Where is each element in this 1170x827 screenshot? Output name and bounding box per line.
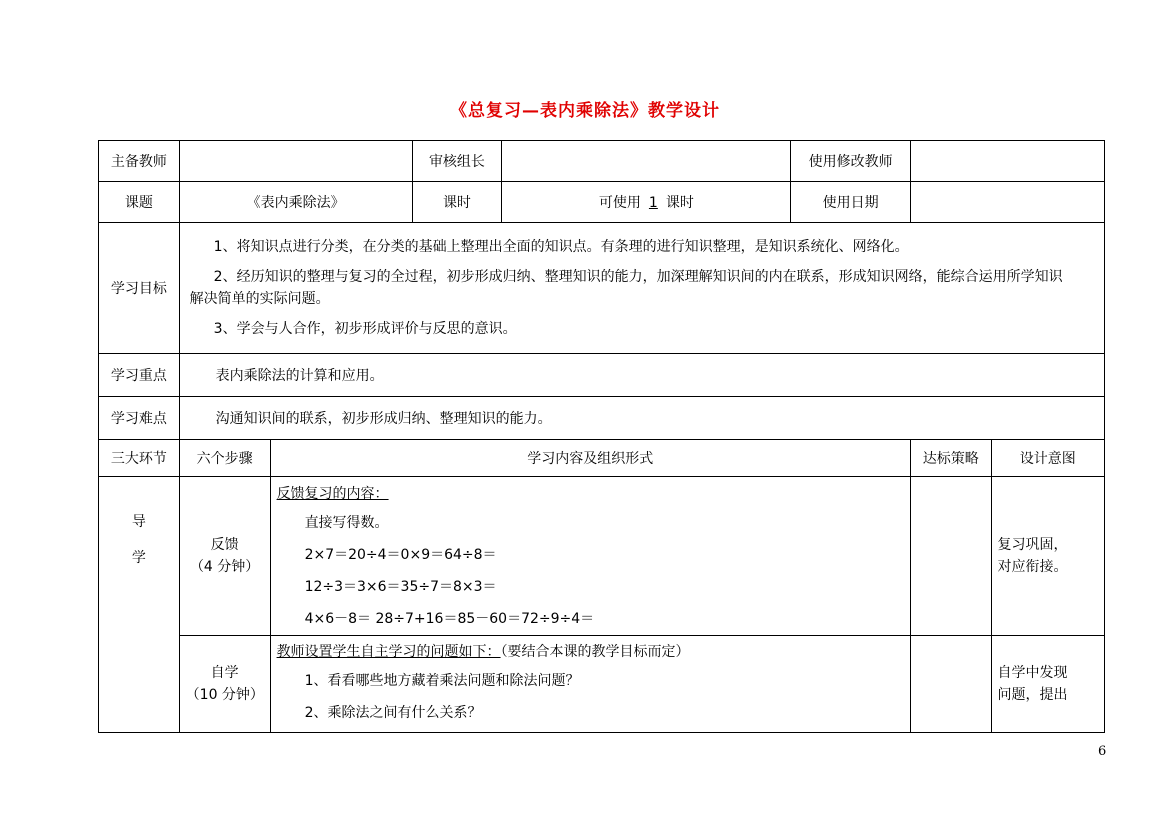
step-name: 反馈 [210, 537, 239, 553]
lead-teacher-label: 主备教师 [99, 141, 180, 182]
step-row-feedback [99, 477, 1105, 636]
modifier-value [910, 141, 1104, 182]
column-header: 六个步骤 [179, 440, 270, 477]
modifier-label: 使用修改教师 [791, 141, 910, 182]
step-strategy [910, 636, 991, 733]
stage-char: 学 [131, 549, 146, 566]
intent-line: 自学中发现 [997, 665, 1068, 681]
step-line: 1、看看哪些地方藏着乘法问题和除法问题？ [304, 673, 580, 689]
goals-row [99, 223, 1105, 354]
topic-label: 课题 [99, 182, 180, 223]
header-row [99, 141, 1105, 182]
goals-label: 学习目标 [99, 223, 180, 354]
intent-line: 问题，提出 [997, 687, 1068, 703]
date-label: 使用日期 [791, 182, 910, 223]
step-heading: 反馈复习的内容： [276, 486, 389, 502]
step-line: 2、乘除法之间有什么关系？ [304, 705, 482, 721]
column-header: 设计意图 [991, 440, 1104, 477]
step-time: （4 分钟） [189, 559, 260, 575]
step-intent [991, 636, 1104, 733]
column-header: 三大环节 [99, 440, 180, 477]
step-intent [991, 477, 1104, 636]
step-line: 2×7＝20÷4＝0×9＝64÷8＝ [304, 547, 497, 563]
lesson-plan-table [98, 140, 1105, 733]
step-heading-line [277, 639, 904, 665]
intent-line: 对应衔接。 [997, 559, 1068, 575]
step-content [270, 477, 910, 636]
difficulties-row [99, 397, 1105, 440]
goal-item: 2、经历知识的整理与复习的全过程，初步形成归纳、整理知识的能力，加深理解知识间的内在联系，形成知识网络，能综合运用所学知识 [213, 269, 1063, 285]
topic-value: 《表内乘除法》 [179, 182, 412, 223]
goals-content [179, 223, 1104, 354]
step-time: （10 分钟） [185, 687, 264, 703]
goal-item: 1、将知识点进行分类，在分类的基础上整理出全面的知识点。有条理的进行知识整理，是知识系统化、网络化。 [213, 239, 909, 255]
step-heading: 教师设置学生自主学习的问题如下： [276, 644, 501, 660]
step-line: 直接写得数。 [304, 515, 389, 531]
stage-cell [99, 477, 180, 733]
step-line: 4×6－8＝ 28÷7+16＝85－60＝72÷9÷4＝ [304, 611, 595, 627]
intent-line: 复习巩固， [997, 537, 1068, 553]
step-name: 自学 [210, 665, 239, 681]
step-heading-note: （要结合本课的教学目标而定） [500, 644, 690, 660]
step-row-selfstudy [99, 636, 1105, 733]
reviewer-label: 审核组长 [412, 141, 502, 182]
period-suffix: 课时 [665, 195, 694, 211]
period-value [502, 182, 791, 223]
step-name-cell [179, 477, 270, 636]
key-points-row [99, 354, 1105, 397]
step-name-cell [179, 636, 270, 733]
difficulties-value: 沟通知识间的联系，初步形成归纳、整理知识的能力。 [179, 397, 1104, 440]
column-header: 学习内容及组织形式 [270, 440, 910, 477]
key-points-value: 表内乘除法的计算和应用。 [179, 354, 1104, 397]
column-header: 达标策略 [910, 440, 991, 477]
stage-char: 导 [131, 513, 146, 530]
reviewer-value [502, 141, 791, 182]
goal-item: 3、学会与人合作，初步形成评价与反思的意识。 [213, 321, 517, 337]
period-label: 课时 [412, 182, 502, 223]
topic-row [99, 182, 1105, 223]
step-strategy [910, 477, 991, 636]
period-count: 1 [648, 195, 658, 211]
goal-item: 解决简单的实际问题。 [189, 291, 330, 307]
step-line: 12÷3＝3×6＝35÷7＝8×3＝ [304, 579, 497, 595]
difficulties-label: 学习难点 [99, 397, 180, 440]
date-value [910, 182, 1104, 223]
document-title: 《总复习—表内乘除法》教学设计 [450, 101, 720, 121]
period-prefix: 可使用 [598, 195, 641, 211]
step-content [270, 636, 910, 733]
columns-row [99, 440, 1105, 477]
key-points-label: 学习重点 [99, 354, 180, 397]
lead-teacher-value [179, 141, 412, 182]
page-number: 6 [1098, 744, 1107, 759]
